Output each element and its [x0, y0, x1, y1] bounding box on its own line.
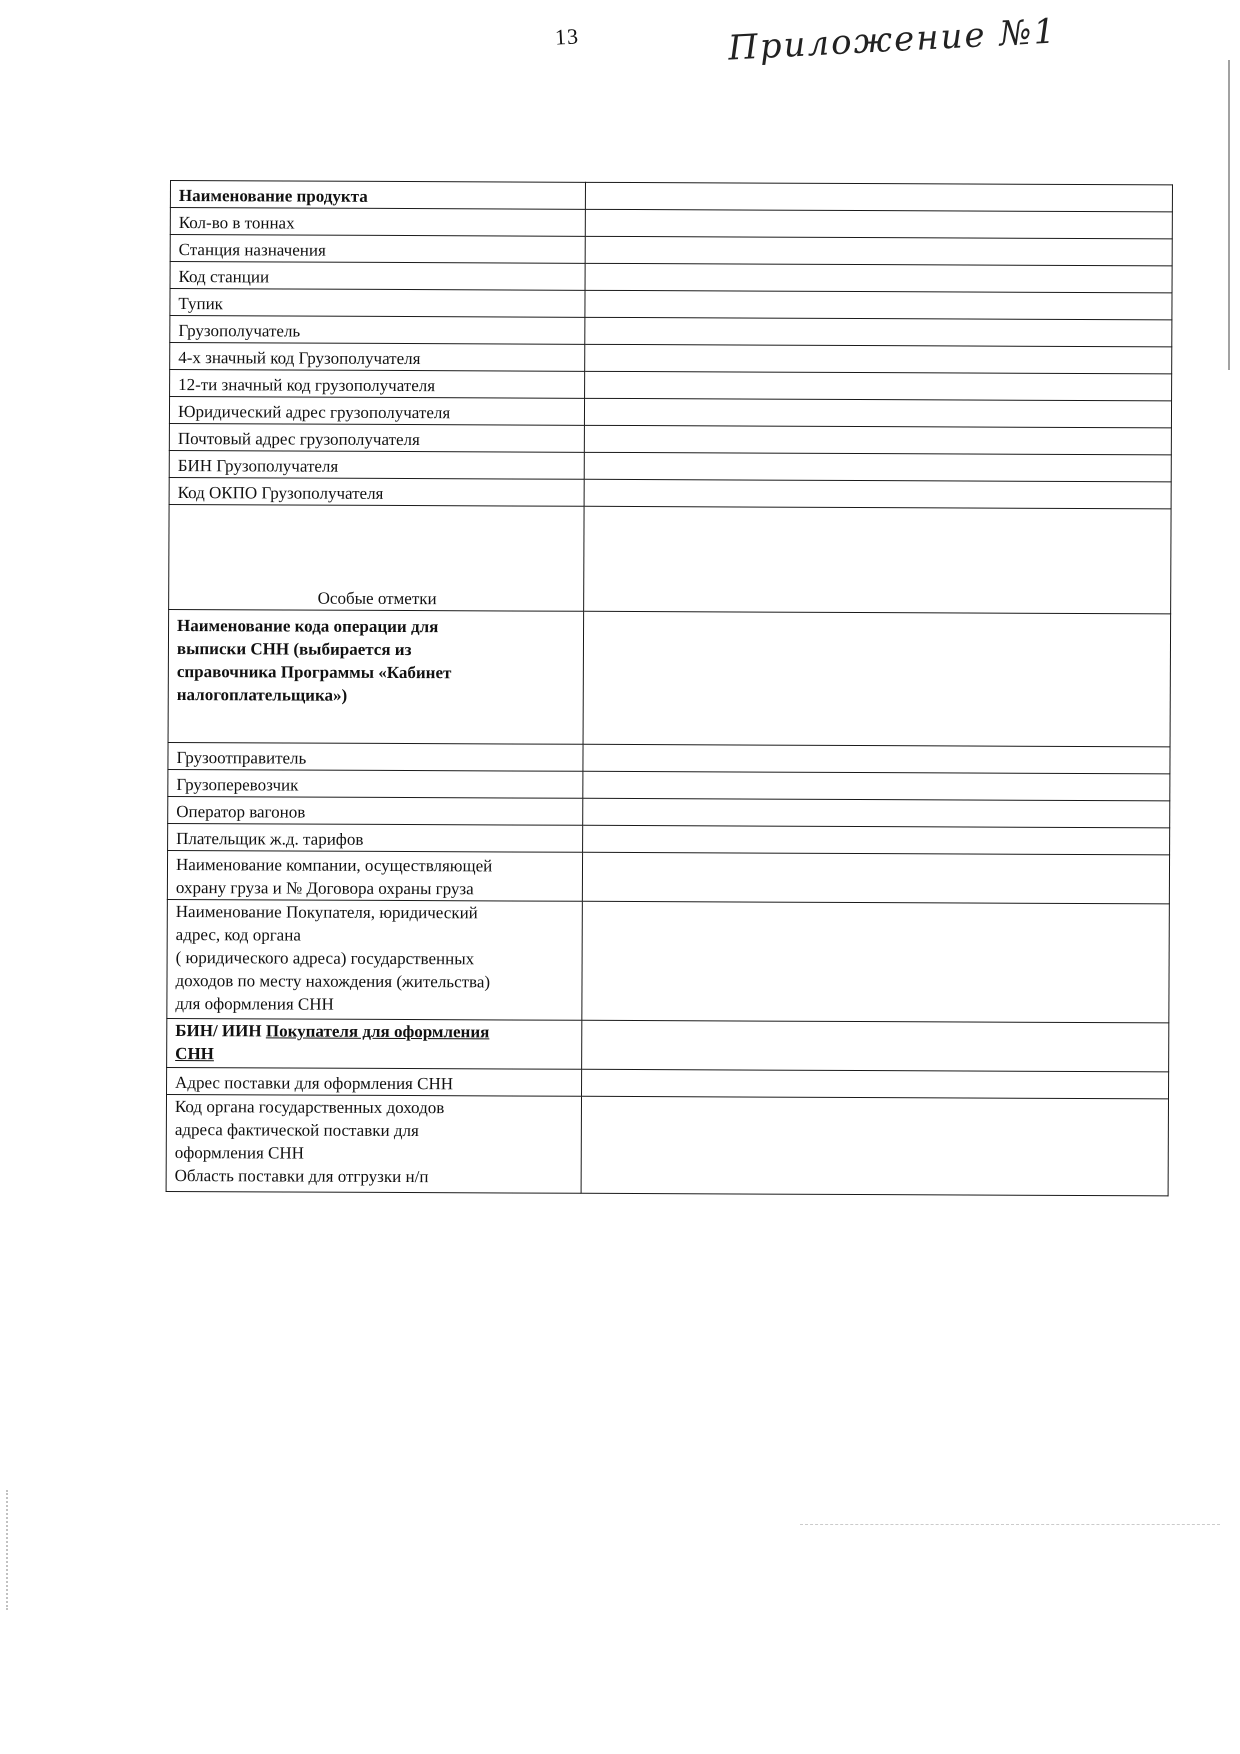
annex-handwritten-note: Приложение №1: [727, 11, 1059, 69]
table-row: [167, 850, 1169, 903]
field-label-rail-tariff-payer: Плательщик ж.д. тарифов: [168, 823, 583, 852]
table-row: [167, 1018, 1169, 1071]
field-value-consignee[interactable]: [585, 317, 1172, 347]
table-row: [170, 370, 1172, 401]
table-row: [170, 343, 1172, 374]
table-row: [168, 823, 1170, 854]
field-label-destination-station: Станция назначения: [170, 235, 585, 264]
field-label-consignee-legal-address: Юридический адрес грузополучателя: [169, 397, 584, 426]
field-label-wagon-operator: Оператор вагонов: [168, 796, 583, 825]
table-row: [170, 235, 1172, 266]
table-row: [169, 423, 1171, 454]
field-value-consignee-code-12[interactable]: [585, 371, 1172, 401]
field-label-station-code: Код станции: [170, 262, 585, 291]
field-label-delivery-address: Адрес поставки для оформления СНН: [167, 1067, 582, 1096]
field-value-special-notes[interactable]: [584, 506, 1171, 614]
field-label-consignee-okpo: Код ОКПО Грузополучателя: [169, 477, 584, 506]
field-label-cargo-security: Наименование компании, осуществляющей охрану груза и № Договора охраны груза: [167, 850, 582, 901]
field-value-shipper[interactable]: [583, 744, 1170, 774]
field-value-station-code[interactable]: [585, 263, 1172, 293]
field-value-cargo-security[interactable]: [582, 852, 1169, 904]
field-label-buyer-details: Наименование Покупателя, юридический адрес, код органа ( юридического адреса) государственных доходов по месту нахождения (жительства) для оформления СНН: [167, 899, 583, 1020]
field-value-operation-code[interactable]: [583, 611, 1171, 747]
field-value-product-name[interactable]: [585, 182, 1172, 212]
field-value-consignee-code-4[interactable]: [585, 344, 1172, 374]
field-label-consignee-bin: БИН Грузополучателя: [169, 450, 584, 479]
field-label-buyer-bin-prefix: БИН/ ИИН: [175, 1021, 266, 1041]
page-number: 13: [554, 23, 580, 50]
field-value-consignee-okpo[interactable]: [584, 479, 1171, 509]
field-label-buyer-bin-underlined: Покупателя для оформления СНН: [175, 1021, 490, 1064]
field-label-quantity-tons: Кол-во в тоннах: [170, 208, 585, 237]
field-label-operation-code: Наименование кода операции для выписки СНН (выбирается из справочника Программы «Кабинет налогоплательщика»): [168, 609, 584, 744]
table-row: [167, 899, 1170, 1022]
table-row: [169, 397, 1171, 428]
field-label-consignee-code-12: 12-ти значный код грузополучателя: [170, 370, 585, 399]
field-value-wagon-operator[interactable]: [583, 798, 1170, 828]
field-label-consignee: Грузополучатель: [170, 316, 585, 345]
field-value-consignee-postal-address[interactable]: [584, 425, 1171, 455]
table-row: [170, 181, 1172, 212]
field-label-revenue-authority-code: Код органа государственных доходов адреса фактической поставки для оформления СНН Область поставки для отгрузки н/п: [166, 1094, 581, 1193]
field-label-carrier: Грузоперевозчик: [168, 769, 583, 798]
scan-edge-line: [1228, 60, 1230, 370]
field-label-shipper: Грузоотправитель: [168, 742, 583, 771]
field-value-buyer-bin-iin[interactable]: [582, 1020, 1169, 1072]
field-label-product-name: Наименование продукта: [170, 181, 585, 210]
table-row: [170, 262, 1172, 293]
field-value-quantity-tons[interactable]: [585, 209, 1172, 239]
table-row: [170, 316, 1172, 347]
field-label-special-notes: Особые отметки: [169, 504, 584, 611]
field-value-revenue-authority-code[interactable]: [581, 1096, 1168, 1196]
field-value-buyer-details[interactable]: [582, 901, 1170, 1023]
table-row: [166, 1094, 1168, 1195]
table-row: [168, 609, 1171, 746]
field-label-consignee-code-4: 4-х значный код Грузополучателя: [170, 343, 585, 372]
field-value-consignee-legal-address[interactable]: [584, 398, 1171, 428]
field-value-siding[interactable]: [585, 290, 1172, 320]
field-label-buyer-bin-iin: [167, 1018, 582, 1069]
table-row: [167, 1067, 1169, 1098]
table-row: [170, 208, 1172, 239]
table-row: [170, 289, 1172, 320]
field-value-delivery-address[interactable]: [582, 1069, 1169, 1099]
table-row: [169, 450, 1171, 481]
table-row: [169, 504, 1171, 613]
table-row: [169, 477, 1171, 508]
shipment-form-table: [166, 180, 1173, 1196]
field-value-consignee-bin[interactable]: [584, 452, 1171, 482]
field-value-carrier[interactable]: [583, 771, 1170, 801]
field-label-consignee-postal-address: Почтовый адрес грузополучателя: [169, 423, 584, 452]
field-value-rail-tariff-payer[interactable]: [583, 825, 1170, 855]
scan-artifact-left-dots: [6, 1490, 10, 1610]
scan-artifact-dots: [800, 1524, 1220, 1526]
field-value-destination-station[interactable]: [585, 236, 1172, 266]
field-label-siding: Тупик: [170, 289, 585, 318]
